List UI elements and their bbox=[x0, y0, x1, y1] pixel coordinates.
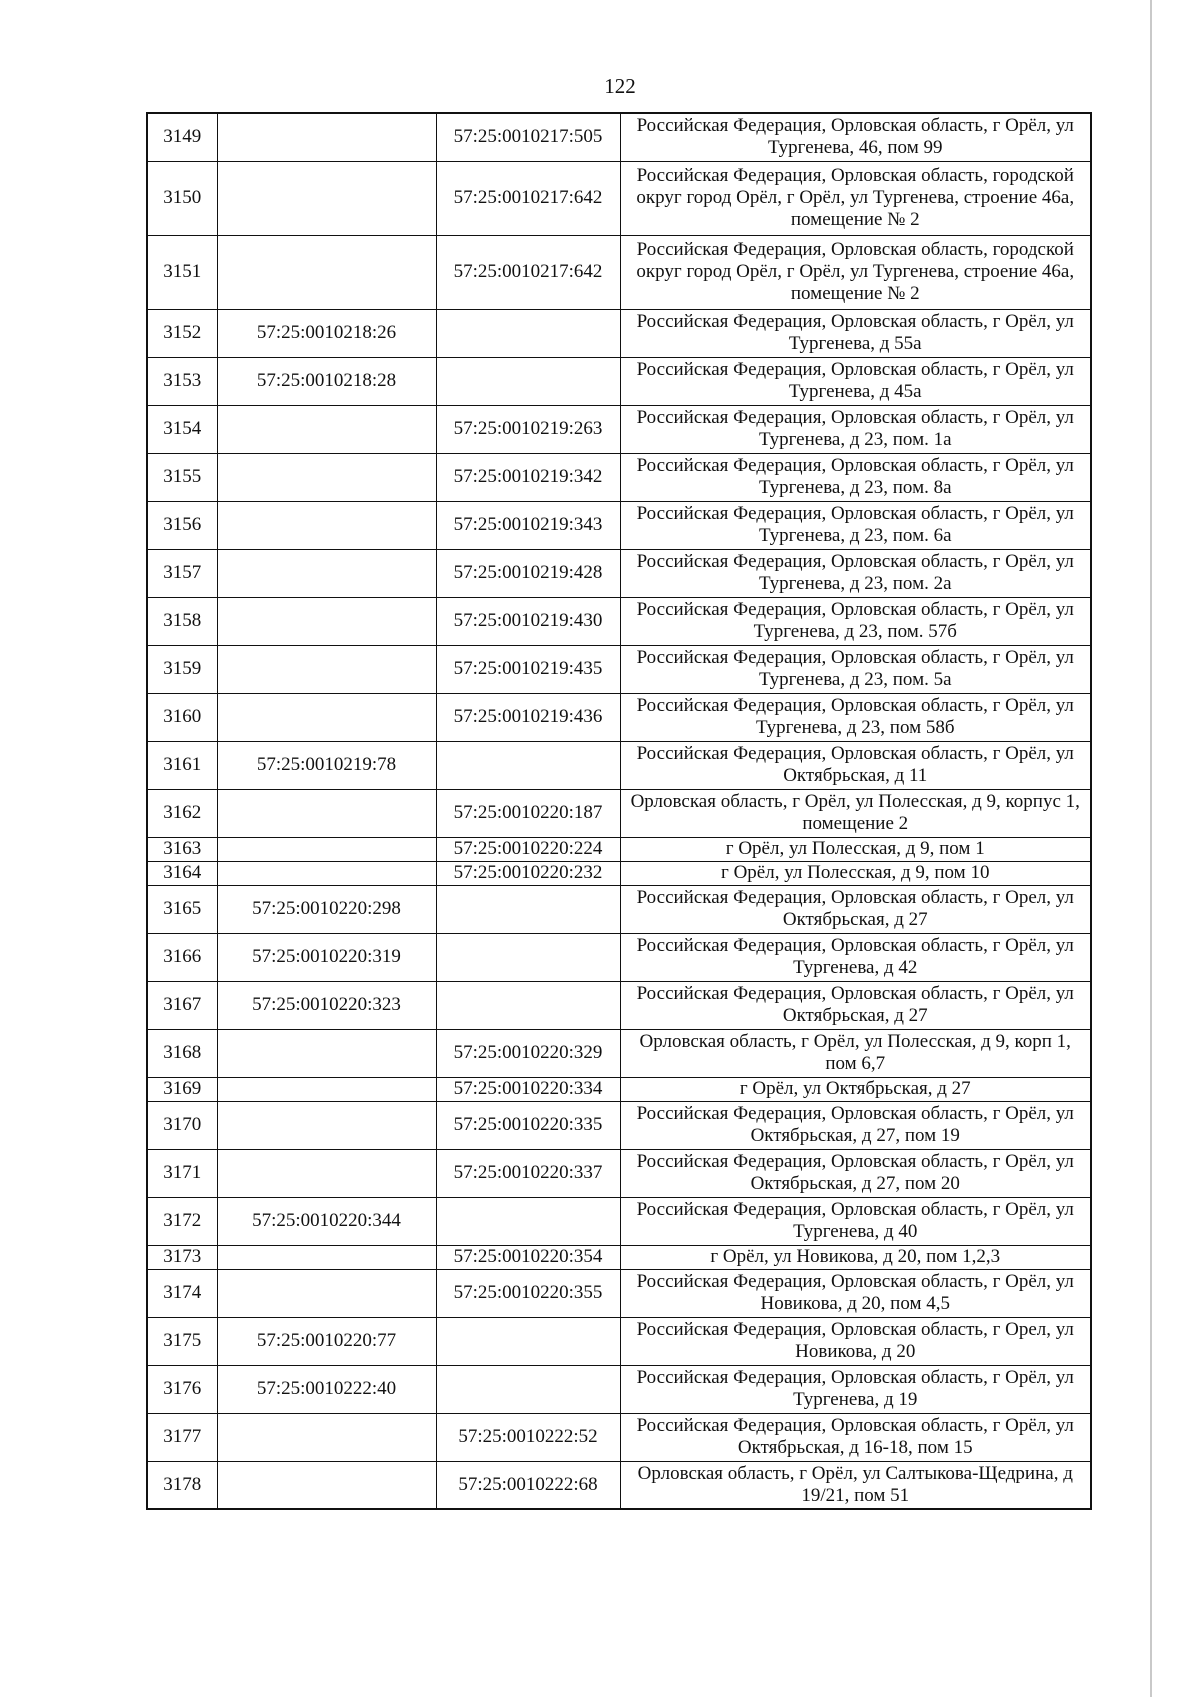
row-number-cell: 3167 bbox=[147, 981, 217, 1029]
address-cell: Российская Федерация, Орловская область, г Орёл, ул Октябрьская, д 27, пом 20 bbox=[620, 1149, 1091, 1197]
row-number-cell: 3174 bbox=[147, 1269, 217, 1317]
address-cell: Российская Федерация, Орловская область, г Орёл, ул Тургенева, д 42 bbox=[620, 933, 1091, 981]
cadastral-room-cell: 57:25:0010217:642 bbox=[436, 161, 620, 235]
table-row bbox=[147, 741, 1091, 789]
cadastral-room-cell: 57:25:0010219:435 bbox=[436, 645, 620, 693]
address-cell: г Орёл, ул Новикова, д 20, пом 1,2,3 bbox=[620, 1245, 1091, 1269]
cadastral-building-cell: 57:25:0010220:77 bbox=[217, 1317, 436, 1365]
row-number-cell: 3177 bbox=[147, 1413, 217, 1461]
table-row bbox=[147, 1197, 1091, 1245]
cadastral-room-cell: 57:25:0010217:505 bbox=[436, 113, 620, 161]
cadastral-room-cell: 57:25:0010219:428 bbox=[436, 549, 620, 597]
page-edge-line bbox=[1150, 0, 1152, 1697]
table-row bbox=[147, 837, 1091, 861]
table-row bbox=[147, 1317, 1091, 1365]
table-row bbox=[147, 235, 1091, 309]
row-number-cell: 3166 bbox=[147, 933, 217, 981]
row-number-cell: 3172 bbox=[147, 1197, 217, 1245]
cadastral-building-cell bbox=[217, 1101, 436, 1149]
address-cell: Российская Федерация, Орловская область, г Орёл, ул Новикова, д 20, пом 4,5 bbox=[620, 1269, 1091, 1317]
cadastral-room-cell bbox=[436, 741, 620, 789]
cadastral-room-cell bbox=[436, 309, 620, 357]
page-number: 122 bbox=[604, 74, 636, 98]
cadastral-room-cell: 57:25:0010220:187 bbox=[436, 789, 620, 837]
row-number-cell: 3159 bbox=[147, 645, 217, 693]
address-cell: Российская Федерация, Орловская область, г Орёл, ул Тургенева, д 19 bbox=[620, 1365, 1091, 1413]
address-cell: Российская Федерация, Орловская область, г Орёл, ул Октябрьская, д 27 bbox=[620, 981, 1091, 1029]
cadastral-building-cell bbox=[217, 453, 436, 501]
cadastral-building-cell: 57:25:0010218:26 bbox=[217, 309, 436, 357]
cadastral-building-cell: 57:25:0010222:40 bbox=[217, 1365, 436, 1413]
address-cell: Российская Федерация, Орловская область, г Орёл, ул Тургенева, д 23, пом. 8а bbox=[620, 453, 1091, 501]
address-cell: г Орёл, ул Октябрьская, д 27 bbox=[620, 1077, 1091, 1101]
cadastral-room-cell bbox=[436, 357, 620, 405]
cadastral-room-cell bbox=[436, 981, 620, 1029]
table-row bbox=[147, 161, 1091, 235]
address-cell: Российская Федерация, Орловская область, г Орёл, ул Тургенева, д 23, пом. 2а bbox=[620, 549, 1091, 597]
table-row bbox=[147, 453, 1091, 501]
cadastral-room-cell: 57:25:0010219:430 bbox=[436, 597, 620, 645]
address-cell: Российская Федерация, Орловская область, городской округ город Орёл, г Орёл, ул Тургенева, строение 46а, помещение № 2 bbox=[620, 161, 1091, 235]
cadastral-room-cell bbox=[436, 1365, 620, 1413]
row-number-cell: 3156 bbox=[147, 501, 217, 549]
row-number-cell: 3157 bbox=[147, 549, 217, 597]
cadastral-room-cell: 57:25:0010219:342 bbox=[436, 453, 620, 501]
row-number-cell: 3176 bbox=[147, 1365, 217, 1413]
table-row bbox=[147, 933, 1091, 981]
table-row bbox=[147, 1029, 1091, 1077]
cadastral-building-cell bbox=[217, 1077, 436, 1101]
address-cell: Российская Федерация, Орловская область, г Орёл, ул Тургенева, д 55а bbox=[620, 309, 1091, 357]
cadastral-building-cell: 57:25:0010220:344 bbox=[217, 1197, 436, 1245]
row-number-cell: 3171 bbox=[147, 1149, 217, 1197]
cadastral-building-cell bbox=[217, 549, 436, 597]
table-row bbox=[147, 981, 1091, 1029]
row-number-cell: 3170 bbox=[147, 1101, 217, 1149]
table-row bbox=[147, 1245, 1091, 1269]
table-row bbox=[147, 693, 1091, 741]
address-cell: Российская Федерация, Орловская область, г Орел, ул Новикова, д 20 bbox=[620, 1317, 1091, 1365]
table-row bbox=[147, 113, 1091, 161]
address-cell: г Орёл, ул Полесская, д 9, пом 1 bbox=[620, 837, 1091, 861]
row-number-cell: 3161 bbox=[147, 741, 217, 789]
cadastral-room-cell: 57:25:0010220:354 bbox=[436, 1245, 620, 1269]
cadastral-building-cell bbox=[217, 1149, 436, 1197]
row-number-cell: 3173 bbox=[147, 1245, 217, 1269]
cadastral-building-cell bbox=[217, 161, 436, 235]
cadastral-building-cell: 57:25:0010220:323 bbox=[217, 981, 436, 1029]
address-cell: Орловская область, г Орёл, ул Салтыкова-Щедрина, д 19/21, пом 51 bbox=[620, 1461, 1091, 1509]
cadastral-building-cell bbox=[217, 693, 436, 741]
address-cell: Российская Федерация, Орловская область, г Орёл, ул Тургенева, д 45а bbox=[620, 357, 1091, 405]
cadastral-room-cell bbox=[436, 1197, 620, 1245]
row-number-cell: 3155 bbox=[147, 453, 217, 501]
address-cell: Российская Федерация, Орловская область, г Орёл, ул Тургенева, д 40 bbox=[620, 1197, 1091, 1245]
row-number-cell: 3153 bbox=[147, 357, 217, 405]
row-number-cell: 3162 bbox=[147, 789, 217, 837]
table-row bbox=[147, 885, 1091, 933]
row-number-cell: 3151 bbox=[147, 235, 217, 309]
cadastral-building-cell bbox=[217, 235, 436, 309]
row-number-cell: 3175 bbox=[147, 1317, 217, 1365]
table-row bbox=[147, 501, 1091, 549]
cadastral-building-cell bbox=[217, 1029, 436, 1077]
cadastral-building-cell bbox=[217, 405, 436, 453]
address-cell: Российская Федерация, Орловская область, г Орёл, ул Октябрьская, д 16-18, пом 15 bbox=[620, 1413, 1091, 1461]
row-number-cell: 3158 bbox=[147, 597, 217, 645]
cadastral-building-cell bbox=[217, 501, 436, 549]
row-number-cell: 3163 bbox=[147, 837, 217, 861]
row-number-cell: 3168 bbox=[147, 1029, 217, 1077]
cadastral-room-cell: 57:25:0010220:334 bbox=[436, 1077, 620, 1101]
row-number-cell: 3152 bbox=[147, 309, 217, 357]
cadastral-room-cell: 57:25:0010220:224 bbox=[436, 837, 620, 861]
cadastral-room-cell: 57:25:0010220:335 bbox=[436, 1101, 620, 1149]
address-cell: Российская Федерация, Орловская область, г Орёл, ул Октябрьская, д 27, пом 19 bbox=[620, 1101, 1091, 1149]
table-row bbox=[147, 1365, 1091, 1413]
cadastral-building-cell bbox=[217, 861, 436, 885]
row-number-cell: 3164 bbox=[147, 861, 217, 885]
table-row bbox=[147, 1077, 1091, 1101]
table-row bbox=[147, 1413, 1091, 1461]
row-number-cell: 3169 bbox=[147, 1077, 217, 1101]
cadastral-room-cell: 57:25:0010220:232 bbox=[436, 861, 620, 885]
table-row bbox=[147, 405, 1091, 453]
cadastral-building-cell bbox=[217, 789, 436, 837]
cadastral-room-cell: 57:25:0010217:642 bbox=[436, 235, 620, 309]
cadastral-room-cell: 57:25:0010222:68 bbox=[436, 1461, 620, 1509]
cadastral-room-cell bbox=[436, 885, 620, 933]
cadastral-building-cell bbox=[217, 1461, 436, 1509]
cadastral-building-cell: 57:25:0010219:78 bbox=[217, 741, 436, 789]
address-cell: Российская Федерация, Орловская область, г Орёл, ул Тургенева, д 23, пом. 1а bbox=[620, 405, 1091, 453]
address-cell: Российская Федерация, Орловская область, г Орёл, ул Тургенева, 46, пом 99 bbox=[620, 113, 1091, 161]
cadastral-room-cell bbox=[436, 933, 620, 981]
table-row bbox=[147, 645, 1091, 693]
cadastral-building-cell: 57:25:0010220:298 bbox=[217, 885, 436, 933]
cadastral-building-cell bbox=[217, 837, 436, 861]
cadastral-building-cell bbox=[217, 1245, 436, 1269]
cadastral-room-cell: 57:25:0010220:337 bbox=[436, 1149, 620, 1197]
cadastral-building-cell bbox=[217, 1413, 436, 1461]
address-cell: Российская Федерация, Орловская область, г Орёл, ул Тургенева, д 23, пом. 5а bbox=[620, 645, 1091, 693]
cadastral-building-cell: 57:25:0010218:28 bbox=[217, 357, 436, 405]
table-row bbox=[147, 1269, 1091, 1317]
address-cell: Российская Федерация, Орловская область, городской округ город Орёл, г Орёл, ул Тургенева, строение 46а, помещение № 2 bbox=[620, 235, 1091, 309]
address-cell: Российская Федерация, Орловская область, г Орёл, ул Тургенева, д 23, пом. 6а bbox=[620, 501, 1091, 549]
address-cell: Российская Федерация, Орловская область, г Орёл, ул Тургенева, д 23, пом. 57б bbox=[620, 597, 1091, 645]
cadastral-building-cell bbox=[217, 597, 436, 645]
row-number-cell: 3149 bbox=[147, 113, 217, 161]
address-cell: Орловская область, г Орёл, ул Полесская, д 9, корпус 1, помещение 2 bbox=[620, 789, 1091, 837]
row-number-cell: 3165 bbox=[147, 885, 217, 933]
cadastral-room-cell: 57:25:0010219:343 bbox=[436, 501, 620, 549]
table-row bbox=[147, 1101, 1091, 1149]
table-row bbox=[147, 1461, 1091, 1509]
registry-table bbox=[146, 112, 1092, 1510]
cadastral-room-cell: 57:25:0010219:263 bbox=[436, 405, 620, 453]
cadastral-building-cell bbox=[217, 113, 436, 161]
cadastral-room-cell: 57:25:0010220:329 bbox=[436, 1029, 620, 1077]
address-cell: г Орёл, ул Полесская, д 9, пом 10 bbox=[620, 861, 1091, 885]
address-cell: Орловская область, г Орёл, ул Полесская, д 9, корп 1, пом 6,7 bbox=[620, 1029, 1091, 1077]
table-row bbox=[147, 861, 1091, 885]
table-row bbox=[147, 1149, 1091, 1197]
registry-table-body bbox=[147, 113, 1091, 1509]
cadastral-room-cell: 57:25:0010222:52 bbox=[436, 1413, 620, 1461]
cadastral-building-cell bbox=[217, 1269, 436, 1317]
cadastral-room-cell bbox=[436, 1317, 620, 1365]
cadastral-room-cell: 57:25:0010219:436 bbox=[436, 693, 620, 741]
row-number-cell: 3150 bbox=[147, 161, 217, 235]
row-number-cell: 3154 bbox=[147, 405, 217, 453]
table-row bbox=[147, 309, 1091, 357]
cadastral-building-cell: 57:25:0010220:319 bbox=[217, 933, 436, 981]
address-cell: Российская Федерация, Орловская область, г Орел, ул Октябрьская, д 27 bbox=[620, 885, 1091, 933]
cadastral-room-cell: 57:25:0010220:355 bbox=[436, 1269, 620, 1317]
row-number-cell: 3178 bbox=[147, 1461, 217, 1509]
cadastral-building-cell bbox=[217, 645, 436, 693]
address-cell: Российская Федерация, Орловская область, г Орёл, ул Тургенева, д 23, пом 58б bbox=[620, 693, 1091, 741]
table-row bbox=[147, 357, 1091, 405]
table-row bbox=[147, 549, 1091, 597]
table-row bbox=[147, 789, 1091, 837]
table-row bbox=[147, 597, 1091, 645]
address-cell: Российская Федерация, Орловская область, г Орёл, ул Октябрьская, д 11 bbox=[620, 741, 1091, 789]
row-number-cell: 3160 bbox=[147, 693, 217, 741]
